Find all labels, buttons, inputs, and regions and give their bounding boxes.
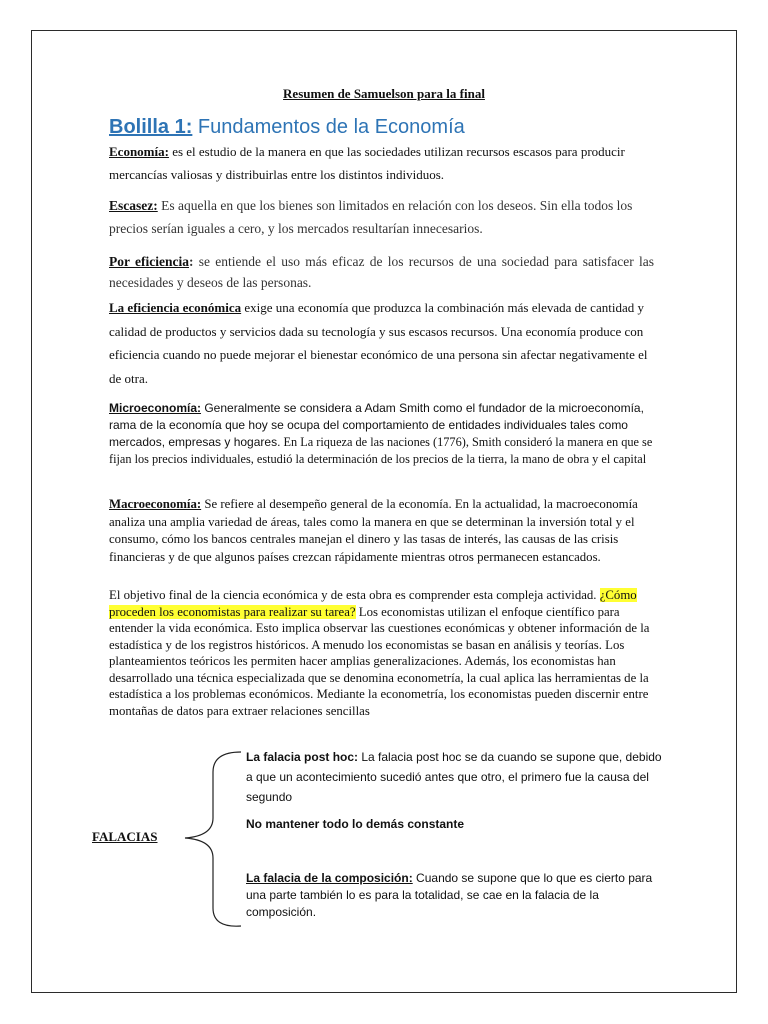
paragraph-macroeconomia	[109, 496, 654, 566]
paragraph-objetivo	[109, 587, 654, 719]
document-title: Resumen de Samuelson para la final	[283, 86, 485, 101]
section-heading	[109, 116, 465, 139]
term-eficiencia-economica: La eficiencia económica	[109, 300, 242, 315]
term-microeconomia: Microeconomía:	[109, 401, 202, 415]
falacia-no-mantener: No mantener todo lo demás constante	[246, 817, 465, 831]
highlighted-question: ¿Cómo proceden los economistas para realizar su tarea?	[109, 588, 637, 619]
falacia-composicion	[246, 870, 666, 921]
paragraph-economia	[109, 140, 654, 186]
definition-escasez: Es aquella en que los bienes son limitados en relación con los deseos. Sin ella todos los precios serían iguales a cero, y los mercados resultarían innecesarios.	[109, 198, 633, 236]
section-heading-label: Bolilla 1:	[109, 116, 193, 138]
objetivo-text-b: Los economistas utilizan el enfoque científico para entender la vida económica. Esto implica observar las cuestiones económicas y obtener información de la estadística y de los registros históricos. A menudo los economistas se basan en análisis y teorías. Los planteamientos teóricos les permiten hacer amplias generalizaciones. Además, los economistas han desarrollado una técnica especializada que se denomina econometría, la cual aplica las herramientas de la estadística a los problemas económicos. Mediante la econometría, los economistas pueden discernir entre montañas de datos para extraer relaciones sencillas	[109, 604, 650, 718]
definition-composicion: Cuando se supone que lo que es cierto para una parte también lo es para la totalidad, se cae en la falacia de la composición.	[246, 871, 653, 919]
definition-microeconomia-b: En La riqueza de las naciones (1776), Smith consideró la manera en que se fijan los precios individuales, estudió la determinación de los precios de la tierra, la mano de obra y el capital	[109, 435, 653, 466]
objetivo-text-a: El objetivo final de la ciencia económica y de esta obra es comprender esta compleja actividad.	[109, 588, 600, 602]
term-colon: :	[188, 254, 194, 269]
curly-brace-icon	[183, 750, 243, 930]
term-por-eficiencia: Por eficiencia	[109, 254, 189, 269]
definition-post-hoc: La falacia post hoc se da cuando se supone que, debido a que un acontecimiento sucedió antes que otro, el primero fue la causa del segundo	[246, 750, 662, 804]
term-post-hoc: La falacia post hoc:	[246, 750, 359, 764]
definition-por-eficiencia: se entiende el uso más eficaz de los recursos de una sociedad para satisfacer las necesidades y deseos de las personas.	[109, 254, 654, 290]
paragraph-eficiencia-economica	[109, 296, 654, 390]
term-composicion: La falacia de la composición:	[246, 871, 413, 885]
term-escasez: Escasez:	[109, 198, 158, 213]
term-macroeconomia: Macroeconomía:	[109, 497, 202, 511]
definition-macroeconomia: Se refiere al desempeño general de la economía. En la actualidad, la macroeconomía analiza una amplia variedad de áreas, tales como la manera en que se determinan la inversión total y el consumo, cómo los bancos centrales manejan el dinero y las tasas de interés, las causas de las crisis financieras y de que algunos países crezcan rápidamente mientras otros permanecen estancados.	[109, 497, 638, 564]
definition-economia: es el estudio de la manera en que las sociedades utilizan recursos escasos para producir mercancías valiosas y distribuirlas entre los distintos individuos.	[109, 144, 625, 182]
paragraph-microeconomia	[109, 400, 654, 468]
paragraph-escasez	[109, 194, 654, 240]
falacias-label: FALACIAS	[92, 829, 158, 844]
definition-microeconomia-a: Generalmente se considera a Adam Smith como el fundador de la microeconomía, rama de la economía que hoy se ocupa del comportamiento de entidades individuales tales como mercados, empresas y hogares.	[109, 401, 644, 449]
section-heading-text: Fundamentos de la Economía	[192, 116, 465, 138]
definition-eficiencia-economica: exige una economía que produzca la combinación más elevada de cantidad y calidad de productos y servicios dada su tecnología y sus escasos recursos. Una economía produce con eficiencia cuando no puede mejorar el bienestar económico de una persona sin afectar negativamente el de otra.	[109, 300, 648, 386]
paragraph-por-eficiencia	[109, 251, 654, 293]
falacia-post-hoc	[246, 747, 666, 807]
term-economia: Economía:	[109, 144, 169, 159]
